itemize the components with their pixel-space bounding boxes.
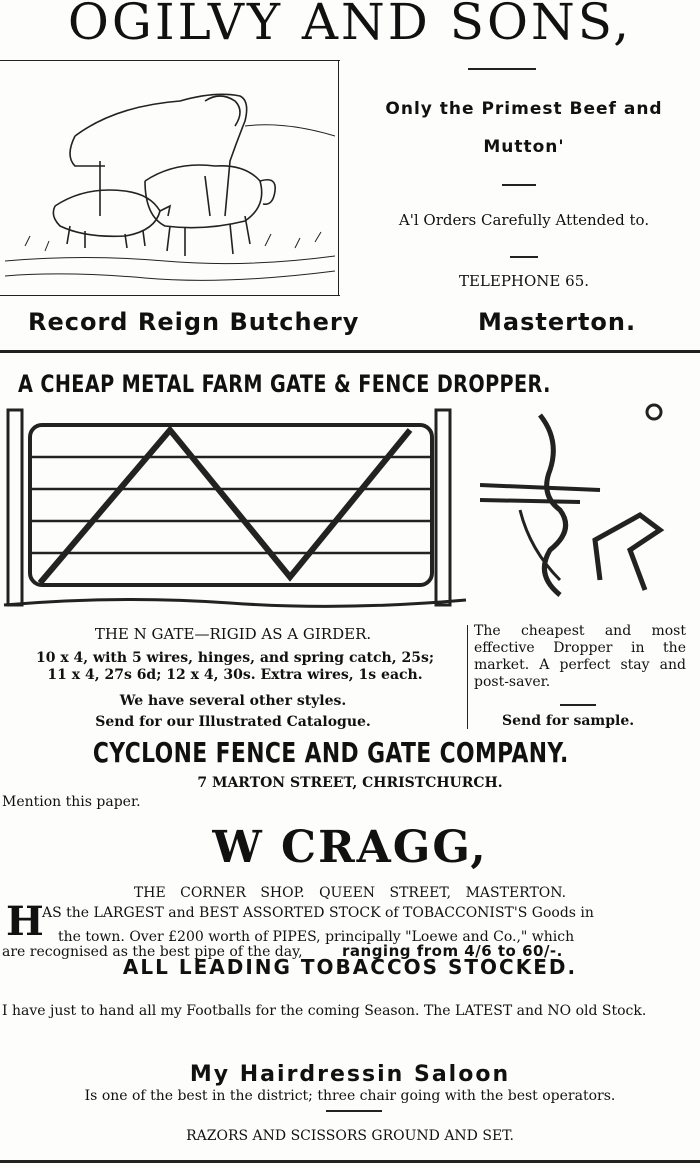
fence-dropper-illustration	[480, 400, 680, 600]
gate-desc-1: 10 x 4, with 5 wires, hinges, and spring catch, 25s;	[35, 650, 435, 666]
dropper-description: The cheapest and most effective Dropper in the market. A perfect stay and post-saver.	[474, 623, 686, 690]
cyclone-headline: A CHEAP METAL FARM GATE & FENCE DROPPER.	[18, 370, 551, 398]
gate-styles: We have several other styles.	[119, 693, 347, 709]
cyclone-address: 7 MARTON STREET, CHRISTCHURCH.	[197, 775, 503, 791]
dropper-sample: Send for sample.	[502, 713, 635, 729]
cragg-body-3a: are recognised as the best pipe of the day,	[2, 944, 303, 960]
divider	[510, 256, 538, 258]
cyclone-company: CYCLONE FENCE AND GATE COMPANY.	[92, 736, 569, 769]
butchery-name: Record Reign Butchery	[28, 308, 360, 336]
divider	[467, 625, 468, 729]
gate-desc-2: 11 x 4, 27s 6d; 12 x 4, 30s. Extra wires, 1s each.	[47, 667, 423, 683]
butchery-town: Masterton.	[478, 308, 637, 336]
mention-paper: Mention this paper.	[2, 794, 141, 810]
divider	[0, 295, 340, 296]
divider	[0, 60, 340, 61]
ogilvy-title: OGILVY AND SONS,	[67, 0, 633, 51]
divider	[0, 1160, 700, 1163]
divider	[560, 704, 596, 706]
divider	[326, 1110, 382, 1112]
divider	[502, 184, 536, 186]
divider	[0, 350, 700, 353]
farm-gate-illustration	[0, 405, 470, 615]
cragg-body-2: the town. Over £200 worth of PIPES, principally "Loewe and Co.," which	[58, 929, 575, 945]
cragg-tobaccos: ALL LEADING TOBACCOS STOCKED.	[122, 955, 578, 979]
cragg-saloon-desc: Is one of the best in the district; three chair going with the best operators.	[84, 1088, 616, 1104]
ogilvy-telephone: TELEPHONE 65.	[458, 272, 590, 290]
cragg-saloon: My Hairdressin Saloon	[189, 1062, 511, 1087]
divider	[338, 60, 339, 296]
gate-title: THE N GATE—RIGID AS A GIRDER.	[94, 625, 372, 643]
ogilvy-tagline-2: Mutton'	[483, 137, 565, 157]
divider	[468, 68, 536, 70]
ogilvy-orders: A'l Orders Carefully Attended to.	[398, 211, 650, 229]
livestock-illustration	[5, 66, 335, 291]
cragg-razors: RAZORS AND SCISSORS GROUND AND SET.	[186, 1128, 514, 1144]
gate-catalogue: Send for our Illustrated Catalogue.	[95, 714, 371, 730]
cragg-footballs: I have just to hand all my Footballs for the coming Season. The LATEST and NO old Stock.	[2, 1003, 647, 1019]
ogilvy-tagline-1: Only the Primest Beef and	[385, 99, 663, 119]
cragg-title: W CRAGG,	[212, 822, 488, 873]
cragg-body-3b: ranging from 4/6 to 60/-.	[342, 942, 563, 960]
drop-cap-h: H	[6, 898, 44, 945]
cragg-shop: THE CORNER SHOP. QUEEN STREET, MASTERTON.	[133, 885, 567, 901]
cragg-body-1: AS the LARGEST and BEST ASSORTED STOCK of TOBACCONIST'S Goods in	[42, 905, 594, 921]
